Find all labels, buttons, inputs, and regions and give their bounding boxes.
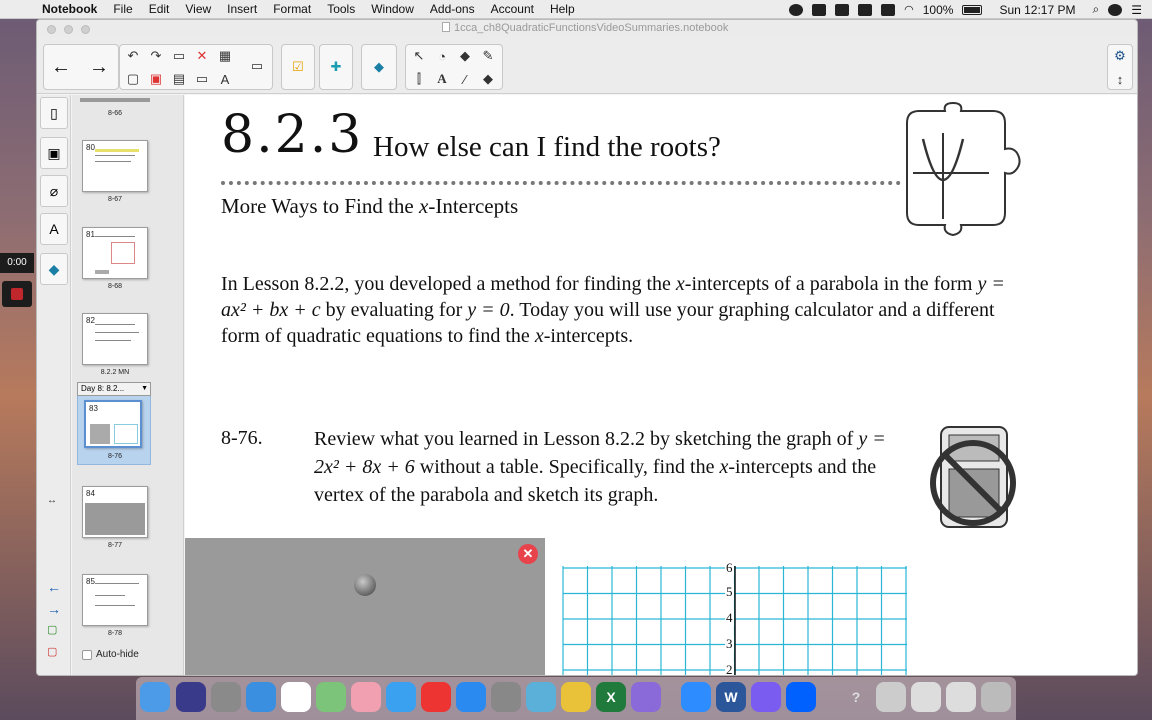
siri-dock-icon[interactable]: [176, 682, 206, 712]
page-thumbnail[interactable]: [82, 574, 148, 626]
page-thumbnail[interactable]: [82, 486, 148, 538]
open-icon[interactable]: ▭: [172, 48, 186, 63]
sidebar-next-icon[interactable]: →: [47, 601, 61, 617]
system-preferences-icon[interactable]: [491, 682, 521, 712]
select-icon[interactable]: ↖: [413, 48, 425, 63]
desktop-left: [0, 19, 36, 679]
maps-icon[interactable]: [316, 682, 346, 712]
dropbox-tray-icon[interactable]: [812, 4, 826, 16]
blocked-app-icon[interactable]: [421, 682, 451, 712]
navigation-group: [43, 44, 119, 90]
chrome-icon[interactable]: [561, 682, 591, 712]
table-icon[interactable]: ▦: [218, 48, 232, 63]
gallery-icon: ▣: [47, 144, 61, 161]
addons-tab[interactable]: [40, 253, 68, 285]
problem-number: 8-76.: [221, 427, 263, 449]
menu-edit[interactable]: Edit: [148, 2, 170, 16]
toolbar: [37, 38, 1137, 94]
grid-label: 3: [726, 636, 733, 651]
document-icon: [442, 22, 450, 32]
thumb-label: 8-66: [107, 110, 122, 117]
save-icon[interactable]: ▤: [172, 71, 186, 86]
notebook-dock-icon[interactable]: [526, 682, 556, 712]
toolbar-position-icon[interactable]: ↕: [1116, 71, 1124, 87]
widget-group: [361, 44, 397, 90]
clock[interactable]: Sun 12:17 PM: [999, 2, 1076, 17]
line-icon[interactable]: ⁄: [463, 71, 467, 87]
thumb-number: 80: [86, 143, 95, 152]
page-thumbnail[interactable]: [82, 227, 148, 279]
minimize-window-button[interactable]: [64, 25, 73, 34]
properties-tab[interactable]: [40, 213, 68, 245]
recorder-tray-icon[interactable]: [858, 4, 872, 16]
menu-view[interactable]: View: [185, 2, 212, 16]
group-dropdown-icon[interactable]: ▼: [141, 385, 148, 392]
autohide-checkbox[interactable]: [82, 650, 92, 660]
excel-icon[interactable]: X: [596, 682, 626, 712]
redo-icon[interactable]: ↷: [150, 48, 162, 63]
thumb-top-partial[interactable]: [80, 98, 150, 102]
menu-window[interactable]: Window: [371, 2, 414, 16]
video-frame[interactable]: [185, 538, 545, 676]
page-thumbnail[interactable]: [82, 313, 148, 365]
thumb-number: 85: [86, 577, 95, 586]
thumb-label: 8-76: [107, 453, 122, 460]
problem-text: Review what you learned in Lesson 8.2.2 by sketching the graph of y = 2x² + 8x + 6 without a table. Specifically, find the x-intercepts and the vertex of the parabola and sketch its graph.: [314, 428, 886, 506]
display-icon[interactable]: ▭: [250, 58, 264, 73]
wifi-icon[interactable]: ◠: [904, 4, 914, 16]
app-store-icon[interactable]: [456, 682, 486, 712]
zoom-icon[interactable]: [681, 682, 711, 712]
photos-icon[interactable]: [351, 682, 381, 712]
dotted-divider: [221, 181, 901, 185]
next-page-icon[interactable]: →: [89, 55, 109, 78]
launchpad-icon[interactable]: [211, 682, 241, 712]
thumb-number: 84: [86, 489, 95, 498]
document-dock-icon[interactable]: [876, 682, 906, 712]
intro-paragraph: In Lesson 8.2.2, you developed a method for finding the x-intercepts of a parabola in the form y = ax² + bx + c by evaluating for y = 0. Today you will use your graphing calculator and a different form of quadratic equations to find the x-intercepts.: [221, 273, 1005, 347]
sidebar-add-page-icon[interactable]: ▢: [47, 624, 58, 636]
activity-group: [281, 44, 315, 90]
page-canvas[interactable]: [185, 95, 1138, 676]
menu-insert[interactable]: Insert: [227, 2, 258, 16]
addon-icon[interactable]: ✚: [330, 59, 342, 74]
menu-help[interactable]: Help: [549, 2, 575, 16]
flower-app-icon[interactable]: [631, 682, 661, 712]
menu-tools[interactable]: Tools: [327, 2, 356, 16]
grid-label: 5: [726, 584, 733, 599]
page-sorter-tab[interactable]: [40, 97, 68, 129]
screenshot-dock-icon[interactable]: [911, 682, 941, 712]
delete-icon[interactable]: ✕: [196, 48, 208, 63]
record-button[interactable]: [2, 281, 32, 307]
no-calculator-icon: [927, 421, 1023, 537]
text-format-icon[interactable]: A: [220, 71, 230, 87]
menu-bar: [0, 0, 1152, 19]
text-icon[interactable]: A: [437, 71, 447, 86]
puzzle-graph-icon: [893, 101, 1033, 241]
settings-group: [1107, 44, 1133, 90]
gear-tray-icon[interactable]: [789, 4, 803, 16]
close-video-button[interactable]: ✕: [518, 544, 538, 564]
shapes-icon[interactable]: ◔: [438, 48, 446, 64]
page-icon: ▯: [50, 104, 58, 121]
app-tray-icon[interactable]: [881, 4, 895, 16]
notification-center-icon[interactable]: ☰: [1131, 2, 1142, 17]
safari-icon[interactable]: [246, 682, 276, 712]
page-thumbnail[interactable]: [82, 140, 148, 192]
thumb-label: 8-78: [107, 630, 122, 637]
siri-icon[interactable]: [1108, 4, 1122, 16]
notebook-window: [36, 19, 1138, 676]
zoom-window-button[interactable]: [81, 25, 90, 34]
sidebar-tabs: [37, 95, 71, 676]
calendar-icon[interactable]: [281, 682, 311, 712]
thumb-label: 8-68: [107, 283, 122, 290]
thumb-number: 83: [89, 404, 98, 413]
lesson-subtitle: More Ways to Find the x-Intercepts: [221, 194, 519, 218]
response-icon[interactable]: ☑: [292, 59, 304, 74]
puzzle-tab-icon: ◆: [48, 260, 60, 277]
fill-icon[interactable]: ◆: [460, 48, 470, 63]
menu-file[interactable]: File: [113, 2, 133, 16]
pens-icon[interactable]: ⫿: [416, 71, 422, 86]
coordinate-grid: [561, 560, 911, 676]
sidebar-prev-icon[interactable]: ←: [47, 579, 61, 595]
trash-icon[interactable]: [981, 682, 1011, 712]
thumb-label: 8-67: [107, 196, 122, 203]
battery-icon[interactable]: [962, 5, 982, 15]
gear-icon[interactable]: ⚙: [1114, 48, 1126, 63]
puzzle-icon[interactable]: ◆: [374, 59, 384, 74]
dropbox-icon[interactable]: [786, 682, 816, 712]
window-title: 1cca_ch8QuadraticFunctionsVideoSummaries.notebook: [442, 22, 728, 34]
paperclip-icon: ⌀: [49, 182, 59, 199]
grid-label: 6: [726, 560, 733, 575]
page-group-header[interactable]: Day 8: 8.2... ▼: [77, 382, 151, 396]
add-page-icon[interactable]: ▢: [126, 71, 140, 86]
autohide-option[interactable]: Auto-hide: [82, 649, 139, 660]
attachments-tab[interactable]: [40, 175, 68, 207]
camera-tray-icon[interactable]: [835, 4, 849, 16]
thumb-label: 8.2.2 MN: [100, 369, 130, 376]
edit-group: [119, 44, 273, 90]
undo-icon[interactable]: ↶: [127, 48, 139, 63]
video-cursor-dot: [354, 574, 376, 596]
dock: [136, 677, 1016, 720]
grid-label: 4: [726, 610, 733, 625]
messenger-icon[interactable]: [751, 682, 781, 712]
thumb-number: 82: [86, 316, 95, 325]
title-bar: [37, 20, 1137, 38]
recording-timer: 0:00: [0, 253, 34, 273]
menu-add-ons[interactable]: Add-ons: [429, 2, 475, 16]
addon-group: [319, 44, 353, 90]
menu-format[interactable]: Format: [273, 2, 312, 16]
battery-percent: 100%: [922, 2, 954, 17]
tools-group: [405, 44, 503, 90]
expand-sidebar-icon[interactable]: ↔: [47, 495, 57, 506]
lesson-number: 8.2.3: [221, 105, 364, 165]
messages-icon[interactable]: [386, 682, 416, 712]
sidebar-delete-page-icon[interactable]: ▢: [47, 646, 58, 658]
properties-icon: A: [49, 221, 59, 237]
lesson-question: How else can I find the roots?: [373, 131, 721, 163]
page-thumbnail-selected[interactable]: [84, 400, 142, 448]
previous-page-icon[interactable]: ←: [51, 55, 71, 78]
page-sorter: [72, 95, 184, 676]
close-window-button[interactable]: [47, 25, 56, 34]
thumb-number: 81: [86, 230, 95, 239]
eraser-icon[interactable]: ◆: [483, 71, 493, 86]
word-icon[interactable]: W: [716, 682, 746, 712]
finder-icon[interactable]: [140, 682, 170, 712]
grid-label: 2: [726, 662, 733, 676]
menu-app-name[interactable]: Notebook: [42, 2, 98, 16]
magic-pen-icon[interactable]: ✎: [482, 48, 494, 63]
gallery-tab[interactable]: [40, 137, 68, 169]
help-icon[interactable]: ?: [851, 689, 861, 705]
delete-page-icon[interactable]: ▣: [149, 71, 163, 86]
menu-account[interactable]: Account: [490, 2, 534, 16]
screen-shade-icon[interactable]: ▭: [195, 71, 209, 86]
spotlight-icon[interactable]: ⌕: [1092, 2, 1100, 16]
screenshot-dock-icon-2[interactable]: [946, 682, 976, 712]
thumb-label: 8-77: [107, 542, 122, 549]
